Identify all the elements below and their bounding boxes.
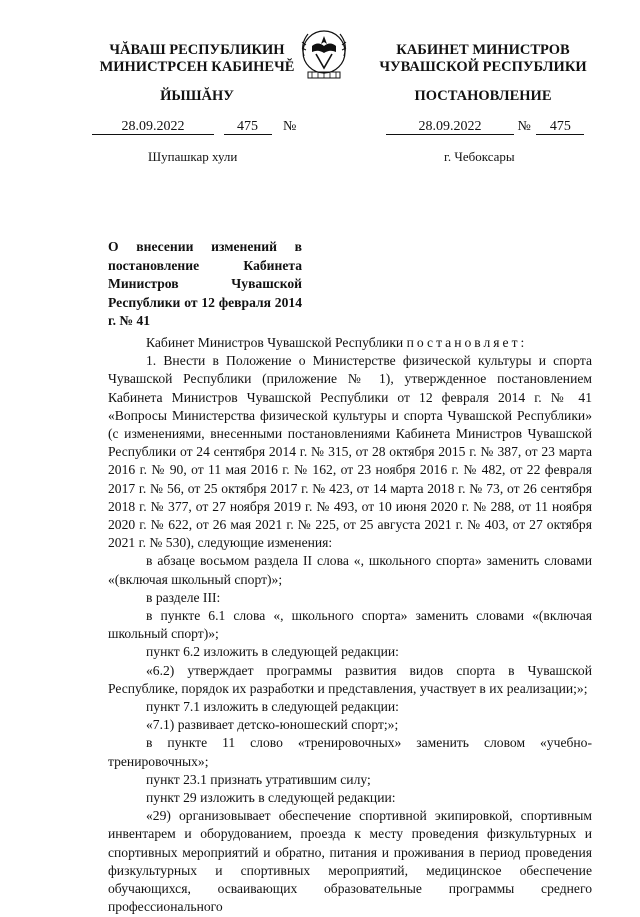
header-left-line1: ЧĂВАШ РЕСПУБЛИКИН xyxy=(109,42,285,58)
header-right xyxy=(368,42,598,76)
body-paragraph: в пункте 11 слово «тренировочных» заменить словом «учебно-тренировочных»; xyxy=(108,735,592,769)
coat-of-arms-emblem-icon xyxy=(296,22,352,86)
body-paragraph: в пункте 6.1 слова «, школьного спорта» заменить словами «(включая школьный спорт)»; xyxy=(108,608,592,642)
body-paragraph: в абзаце восьмом раздела II слова «, школьного спорта» заменить словами «(включая школьный спорт)»; xyxy=(108,553,592,587)
number-sign-right: № xyxy=(517,119,531,134)
date-right: 28.09.2022 xyxy=(386,119,514,135)
intro-text: Кабинет Министров Чувашской Республики xyxy=(146,335,404,350)
header-right-line2: ЧУВАШСКОЙ РЕСПУБЛИКИ xyxy=(379,59,587,75)
body-paragraph: в разделе III: xyxy=(146,589,221,605)
doc-type-left: ЙЫШĂНУ xyxy=(160,88,234,104)
body-paragraph: «7.1) развивает детско-юношеский спорт;»; xyxy=(146,717,399,733)
date-left: 28.09.2022 xyxy=(92,119,214,135)
place-left: Шупашкар хули xyxy=(148,149,238,164)
number-left: 475 xyxy=(224,119,272,135)
body-paragraph: пункт 6.2 изложить в следующей редакции: xyxy=(146,644,399,660)
number-sign-left: № xyxy=(283,119,297,134)
body-paragraph: пункт 23.1 признать утратившим силу; xyxy=(146,771,371,787)
header-right-line1: КАБИНЕТ МИНИСТРОВ xyxy=(396,42,570,58)
body-paragraph: «6.2) утверждает программы развития видов спорта в Чувашской Республике, порядок их разработки и представления, участвует в их реализации;»; xyxy=(108,662,592,696)
body-paragraph: пункт 29 изложить в следующей редакции: xyxy=(146,790,396,806)
number-right: 475 xyxy=(536,119,584,135)
body-paragraph: пункт 7.1 изложить в следующей редакции: xyxy=(146,699,399,715)
document-body xyxy=(108,334,592,917)
dateline-left xyxy=(92,119,296,135)
dateline-right xyxy=(386,119,584,135)
doc-type-right: ПОСТАНОВЛЕНИЕ xyxy=(414,88,552,104)
body-paragraph: 1. Внести в Положение о Министерстве физической культуры и спорта Чувашской Республики (приложение № 1), утвержденное постановлением Кабинета Министров Чувашской Республики от 12 февраля 2014 г. № 41 «Вопросы Министерства физической культуры и спорта Чувашской Республики» (с изменениями, внесенными постановлениями Кабинета Министров Чувашской Республики от 24 сентября 2014 г. № 315, от 28 октября 2015 г. № 387, от 23 марта 2016 г. № 90, от 11 мая 2016 г. № 162, от 23 ноября 2016 г. № 482, от 22 февраля 2017 г. № 56, от 25 октября 2017 г. № 423, от 14 марта 2018 г. № 73, от 26 сентября 2018 г. № 377, от 27 ноября 2019 г. № 493, от 10 июня 2020 г. № 288, от 11 ноября 2020 г. № 622, от 26 мая 2021 г. № 225, от 25 августа 2021 г. № 403, от 27 октября 2021 г. № 530), следующие изменения: xyxy=(108,353,592,551)
intro-verb: постановляет: xyxy=(406,335,528,350)
body-paragraph: «29) организовывает обеспечение спортивной экипировкой, спортивным инвентарем и оборудованием, проезда к месту проведения физкультурных и спортивных мероприятий и обратно, питания и проживания в период проведения физкультурных и спортивных мероприятий, медицинское обеспечение обучающихся, осваивающих образовательные программы среднего профессионального xyxy=(108,808,592,915)
header-left-line2: МИНИСТРСЕН КАБИНЕЧĔ xyxy=(99,59,295,75)
place-right: г. Чебоксары xyxy=(444,149,515,164)
intro-paragraph xyxy=(108,334,592,352)
document-subject: О внесении изменений в постановление Кабинета Министров Чувашской Республики от 12 февраля 2014 г. № 41 xyxy=(108,239,302,328)
header-left xyxy=(82,42,312,76)
